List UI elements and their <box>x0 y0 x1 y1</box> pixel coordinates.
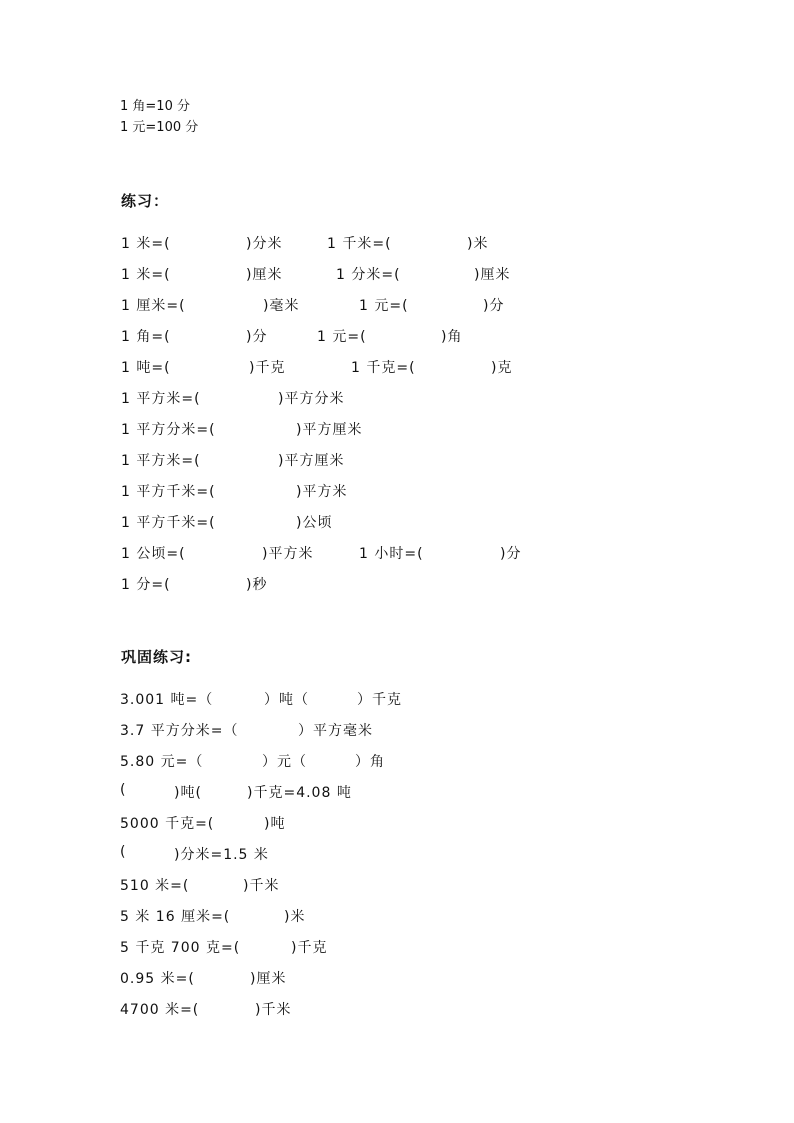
practice-line-text: )分米 <box>246 236 283 252</box>
practice-line-text: )平方米 <box>262 546 314 562</box>
practice-line-text: 1 米=( <box>121 236 171 252</box>
practice-line-text: )米 <box>467 236 489 252</box>
practice-line-text: )克 <box>491 360 513 376</box>
practice-line-text: 1 角=( <box>121 329 171 345</box>
practice-line-text: 1 元=( <box>317 329 367 345</box>
review-line-text: )千克 <box>291 940 328 956</box>
unit-notes <box>120 96 198 138</box>
practice-line-text: 1 吨=( <box>121 360 171 376</box>
review-line-text: 3.7 平方分米=（ <box>120 723 239 739</box>
practice-line-text: 1 小时=( <box>359 546 424 562</box>
review-line-text: 5 千克 700 克=( <box>120 940 241 956</box>
review-line-text: )厘米 <box>250 971 287 987</box>
practice-line-text: 1 分=( <box>121 577 171 593</box>
practice-line-text: )公顷 <box>296 515 333 531</box>
practice-line-text: )角 <box>441 329 463 345</box>
practice-line-text: )厘米 <box>474 267 511 283</box>
review-line-text: 5 米 16 厘米=( <box>120 909 231 925</box>
review-line-text: 4700 米=( <box>120 1002 200 1018</box>
practice-heading: 练习： <box>121 192 170 210</box>
practice-line-text: )分 <box>483 298 505 314</box>
review-line-text: )吨( <box>174 785 202 801</box>
practice-line-text: )平方厘米 <box>296 422 363 438</box>
review-line-text: ）平方毫米 <box>298 723 373 739</box>
practice-line-text: 1 厘米=( <box>121 298 186 314</box>
practice-line-text: )厘米 <box>246 267 283 283</box>
review-line-text: 3.001 吨=（ <box>120 692 214 708</box>
review-line-text: 5000 千克=( <box>120 816 215 832</box>
review-line-text: ）吨（ <box>264 692 309 708</box>
review-line-text: ）千克 <box>357 692 402 708</box>
review-line-text: 510 米=( <box>120 878 190 894</box>
practice-line-text: 1 平方米=( <box>121 453 201 469</box>
review-line-text: )米 <box>284 909 306 925</box>
practice-line-text: )平方厘米 <box>278 453 345 469</box>
practice-line-text: 1 平方千米=( <box>121 515 216 531</box>
practice-line-text: )千克 <box>249 360 286 376</box>
practice-line-text: 1 米=( <box>121 267 171 283</box>
practice-line-text: )毫米 <box>263 298 300 314</box>
review-line-text: )吨 <box>264 816 286 832</box>
practice-line-text: )平方分米 <box>278 391 345 407</box>
practice-line-text: 1 元=( <box>359 298 409 314</box>
review-heading: 巩固练习: <box>121 648 192 666</box>
practice-line-text: 1 平方米=( <box>121 391 201 407</box>
practice-line-text: 1 分米=( <box>336 267 401 283</box>
practice-line-text: 1 公顷=( <box>121 546 186 562</box>
practice-line-text: 1 平方千米=( <box>121 484 216 500</box>
review-line-text: )千米 <box>243 878 280 894</box>
review-line-text: )分米=1.5 米 <box>174 847 269 863</box>
practice-line-text: 1 千克=( <box>351 360 416 376</box>
practice-line-text: )分 <box>246 329 268 345</box>
note-line: 1 元=100 分 <box>120 120 199 135</box>
note-line: 1 角=10 分 <box>120 99 190 114</box>
review-line-text: 0.95 米=( <box>120 971 195 987</box>
practice-line-text: )秒 <box>246 577 268 593</box>
review-line-text: 5.80 元=（ <box>120 754 204 770</box>
review-line-text: )千克=4.08 吨 <box>247 785 352 801</box>
practice-line-text: 1 平方分米=( <box>121 422 216 438</box>
practice-line-text: )平方米 <box>296 484 348 500</box>
review-line-text: ）元（ <box>262 754 307 770</box>
review-line-text: ( <box>120 782 127 798</box>
practice-line-text: 1 千米=( <box>327 236 392 252</box>
review-line-text: ）角 <box>355 754 385 770</box>
practice-line-text: )分 <box>500 546 522 562</box>
review-line-text: ( <box>120 844 127 860</box>
review-line-text: )千米 <box>255 1002 292 1018</box>
